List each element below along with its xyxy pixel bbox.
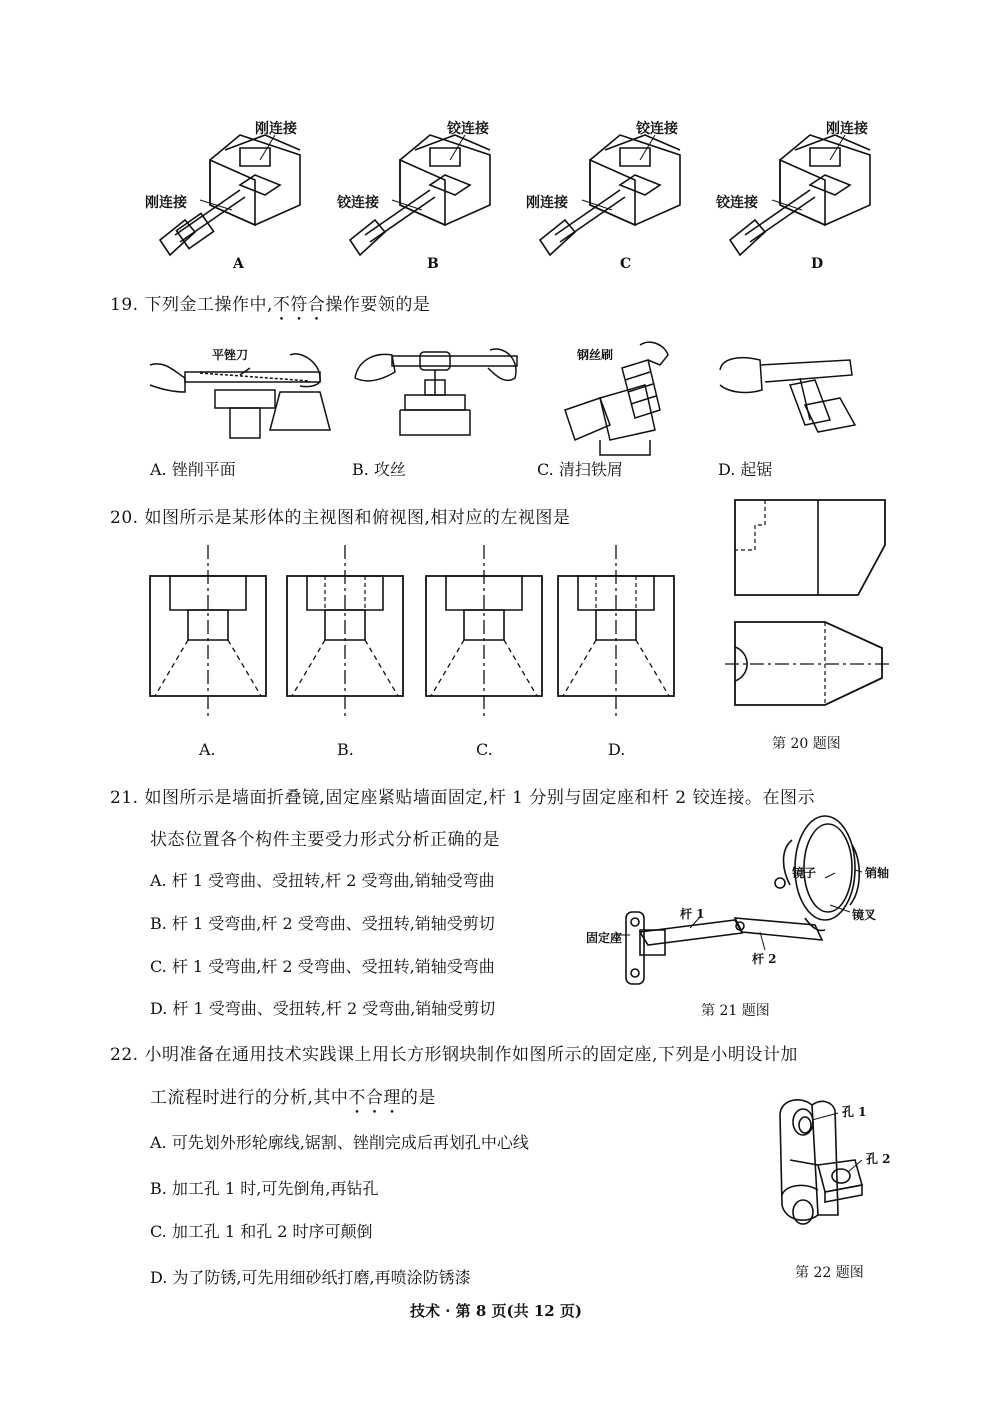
q21-label-pin: 销轴 [865, 866, 890, 880]
q21-label-fork: 镜叉 [852, 908, 877, 922]
q22-stem-after: 的是 [400, 1088, 436, 1108]
q21-option-b: B. 杆 1 受弯曲,杆 2 受弯曲、受扭转,销轴受剪切 [150, 914, 495, 933]
clamp-c-letter: C [620, 256, 632, 272]
q22-stem-emphasis: 不合理 [348, 1088, 401, 1108]
q22-option-d: D. 为了防锈,可先用细砂纸打磨,再喷涂防锈漆 [150, 1268, 471, 1287]
q21-option-d: D. 杆 1 受弯曲、受扭转,杆 2 受弯曲,销轴受剪切 [150, 999, 496, 1018]
clamp-c-top-label: 铰连接 [636, 121, 678, 137]
q20-option-a: A. [199, 740, 216, 759]
q21-caption: 第 21 题图 [701, 1003, 770, 1019]
q22-number: 22. [110, 1045, 139, 1065]
q19-option-b: B. 攻丝 [352, 460, 406, 479]
q19-option-d: D. 起锯 [718, 460, 773, 479]
q19-number: 19. [110, 295, 139, 315]
q21-label-base: 固定座 [586, 931, 623, 945]
clamp-d-letter: D [811, 256, 824, 272]
q21-label-mirror: 镜子 [792, 866, 817, 880]
q19-option-c: C. 清扫铁屑 [537, 460, 623, 479]
q22-option-c: C. 加工孔 1 和孔 2 时序可颠倒 [150, 1222, 373, 1241]
q21-label-rod-2: 杆 2 [752, 952, 777, 966]
clamp-b-letter: B [427, 256, 439, 272]
clamp-d-left-label: 铰连接 [716, 195, 758, 211]
clamp-b-left-label: 铰连接 [337, 195, 379, 211]
q22-label-hole-2: 孔 2 [866, 1152, 891, 1166]
q22-stem-text-1: 小明准备在通用技术实践课上用长方形钢块制作如图所示的固定座,下列是小明设计加 [144, 1045, 798, 1065]
page-footer: 技术 · 第 8 页(共 12 页) [409, 1302, 583, 1320]
clamp-c-left-label: 刚连接 [526, 195, 568, 211]
clamp-a-top-label: 刚连接 [255, 121, 297, 137]
clamp-a-left-label: 刚连接 [145, 195, 187, 211]
q20-stem-text: 如图所示是某形体的主视图和俯视图,相对应的左视图是 [144, 508, 571, 528]
q20-option-d: D. [608, 740, 626, 759]
q22-option-b: B. 加工孔 1 时,可先倒角,再钻孔 [150, 1179, 379, 1198]
q19-label-flat-file: 平锉刀 [212, 348, 249, 362]
q20-option-c: C. [476, 740, 493, 759]
q19-stem-emphasis: 不符合 [272, 295, 326, 315]
q20-caption: 第 20 题图 [772, 736, 841, 752]
q19-option-a: A. 锉削平面 [150, 460, 236, 479]
q20-option-b: B. [337, 740, 354, 759]
q22-stem-before: 工流程时进行的分析,其中 [150, 1088, 349, 1108]
q21-option-a: A. 杆 1 受弯曲、受扭转,杆 2 受弯曲,销轴受弯曲 [150, 871, 495, 890]
q19-stem-before: 下列金工操作中, [144, 295, 273, 315]
q19-stem-after: 操作要领的是 [325, 295, 431, 315]
clamp-b-top-label: 铰连接 [447, 121, 489, 137]
q22-option-a: A. 可先划外形轮廓线,锯割、锉削完成后再划孔中心线 [150, 1133, 529, 1152]
clamp-a-letter: A [233, 256, 244, 272]
q19-label-wire-brush: 钢丝刷 [577, 348, 614, 362]
q20-number: 20. [110, 508, 139, 528]
q22-label-hole-1: 孔 1 [842, 1105, 867, 1119]
clamp-d-top-label: 刚连接 [826, 121, 868, 137]
q21-option-c: C. 杆 1 受弯曲,杆 2 受弯曲、受扭转,销轴受弯曲 [150, 957, 495, 976]
q22-caption: 第 22 题图 [795, 1265, 864, 1281]
q21-number: 21. [110, 788, 139, 808]
q21-label-rod-1: 杆 1 [680, 907, 705, 921]
q21-stem-text-1: 如图所示是墙面折叠镜,固定座紧贴墙面固定,杆 1 分别与固定座和杆 2 铰连接。在图示 [144, 788, 816, 808]
q21-stem-line-2: 状态位置各个构件主要受力形式分析正确的是 [150, 830, 500, 850]
